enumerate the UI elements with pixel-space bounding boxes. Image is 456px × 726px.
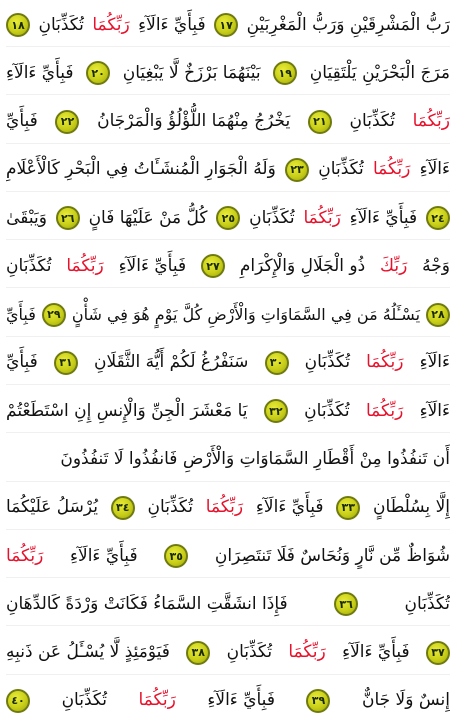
ayah-number-marker: ٢٧: [201, 254, 225, 278]
highlighted-word: رَبِّكُمَا: [6, 545, 44, 566]
verse-text: فَبِأَيِّ: [6, 111, 38, 132]
verse-text: فَبِأَيِّ: [6, 352, 38, 373]
verse-text: إِنسٌ وَلَا جَانٌّ: [361, 690, 450, 711]
highlighted-word: رَبِّكُمَا: [373, 159, 411, 180]
highlighted-word: رَبِّكُمَا: [366, 352, 404, 373]
highlighted-word: رَبِّكُمَا: [412, 111, 450, 132]
verse-text: وَلَهُ الْجَوَارِ الْمُنشَـَٔاتُ فِي الْبَحْرِ كَالْأَعْلَامِ: [6, 159, 276, 180]
verse-text: وَجْهُ: [422, 255, 450, 276]
verse-text: تُكَذِّبَانِ: [38, 14, 84, 35]
verse-text: يَسْـَٔلُهُ مَن فِي السَّمَاوَاتِ وَالْأَرْضِ كُلَّ يَوْمٍ هُوَ فِي شَأْنٍ: [71, 304, 421, 324]
verse-lines: [6, 4, 450, 722]
highlighted-word: رَبِّكَ: [380, 255, 408, 276]
verse-text: يَخْرُجُ مِنْهُمَا اللُّؤْلُؤُ وَالْمَرْجَانُ: [97, 111, 291, 132]
ayah-number-marker: ٣٩: [306, 689, 330, 713]
verse-text: ءَالَآءِ: [419, 352, 450, 373]
verse-text: ءَالَآءِ: [419, 159, 450, 180]
highlighted-word: رَبِّكُمَا: [66, 255, 104, 276]
verse-text: ذُو الْجَلَالِ وَالْإِكْرَامِ: [239, 255, 366, 276]
verse-text: تُكَذِّبَانِ: [61, 690, 108, 711]
verse-text: تُكَذِّبَانِ: [404, 593, 450, 614]
verse-text: تُكَذِّبَانِ: [318, 159, 364, 180]
verse-line: [6, 535, 450, 578]
ayah-number-marker: ١٧: [214, 13, 238, 37]
verse-line: [6, 487, 450, 530]
ayah-number-marker: ٤٠: [6, 689, 30, 713]
verse-text: تُكَذِّبَانِ: [6, 255, 52, 276]
verse-line: [6, 583, 450, 626]
ayah-number-marker: ٣٣: [336, 496, 360, 520]
ayah-number-marker: ٢٩: [42, 303, 66, 327]
ayah-number-marker: ٢٠: [86, 61, 110, 85]
verse-text: أَن تَنفُذُوا مِنْ أَقْطَارِ السَّمَاوَاتِ وَالْأَرْضِ فَانفُذُوا لَا تَنفُذُونَ: [60, 449, 450, 470]
verse-text: فَبِأَيِّ ءَالَآءِ: [118, 255, 187, 276]
highlighted-word: رَبِّكُمَا: [288, 642, 326, 663]
ayah-number-marker: ١٨: [6, 13, 30, 37]
verse-text: يَا مَعْشَرَ الْجِنِّ وَالْإِنسِ إِنِ اسْتَطَعْتُمْ: [6, 400, 248, 421]
ayah-number-marker: ٣١: [54, 351, 78, 375]
ayah-number-marker: ٣٨: [186, 641, 210, 665]
verse-text: تُكَذِّبَانِ: [349, 111, 395, 132]
ayah-number-marker: ٢٤: [426, 206, 450, 230]
verse-text: تُكَذِّبَانِ: [249, 207, 295, 228]
verse-text: فَبِأَيِّ ءَالَآءِ: [6, 62, 74, 83]
verse-text: بَيْنَهُمَا بَرْزَخٌ لَّا يَبْغِيَانِ: [122, 62, 261, 83]
verse-text: ءَالَآءِ: [419, 400, 450, 421]
verse-line: [6, 197, 450, 240]
verse-line: [6, 149, 450, 192]
ayah-number-marker: ٢١: [308, 110, 332, 134]
verse-text: إِلَّا بِسُلْطَانٍ: [373, 497, 450, 518]
verse-text: وَيَبْقَىٰ: [6, 207, 47, 228]
verse-text: فَبِأَيِّ ءَالَآءِ: [342, 642, 410, 663]
verse-line: [6, 632, 450, 675]
ayah-number-marker: ٣٢: [264, 399, 288, 423]
highlighted-word: رَبِّكُمَا: [303, 207, 341, 228]
verse-text: فَبِأَيِّ ءَالَآءِ: [138, 14, 206, 35]
verse-text: تُكَذِّبَانِ: [226, 642, 273, 663]
verse-text: كُلُّ مَنْ عَلَيْهَا فَانٍ: [88, 207, 208, 228]
highlighted-word: رَبِّكُمَا: [205, 497, 244, 518]
ayah-number-marker: ٣٦: [334, 592, 358, 616]
verse-line: [6, 342, 450, 385]
verse-text: فَبِأَيِّ ءَالَآءِ: [255, 497, 324, 518]
verse-text: فَإِذَا انشَقَّتِ السَّمَاءُ فَكَانَتْ وَرْدَةً كَالدِّهَانِ: [6, 593, 288, 614]
verse-line: [6, 294, 450, 337]
verse-line: [6, 680, 450, 722]
verse-line: [6, 4, 450, 47]
highlighted-word: رَبِّكُمَا: [92, 14, 130, 35]
verse-text: فَبِأَيِّ: [6, 304, 36, 324]
ayah-number-marker: ٢٣: [285, 158, 309, 182]
verse-line: [6, 439, 450, 482]
ayah-number-marker: ٢٨: [426, 303, 450, 327]
verse-text: رَبُّ الْمَشْرِقَيْنِ وَرَبُّ الْمَغْرِبَيْنِ: [246, 14, 450, 35]
highlighted-word: رَبِّكُمَا: [138, 690, 176, 711]
verse-text: يُرْسَلُ عَلَيْكُمَا: [6, 497, 98, 518]
ayah-number-marker: ٣٧: [426, 641, 450, 665]
highlighted-word: رَبِّكُمَا: [365, 400, 404, 421]
verse-text: سَنَفْرُغُ لَكُمْ أَيُّهَ الثَّقَلَانِ: [94, 352, 249, 373]
verse-line: [6, 101, 450, 144]
verse-text: فَيَوْمَئِذٍ لَّا يُسْـَٔلُ عَن ذَنبِهِ: [6, 642, 170, 663]
verse-line: [6, 390, 450, 433]
ayah-number-marker: ٣٠: [265, 351, 289, 375]
ayah-number-marker: ٢٢: [55, 110, 79, 134]
verse-text: فَبِأَيِّ ءَالَآءِ: [349, 207, 418, 228]
verse-line: [6, 52, 450, 95]
ayah-number-marker: ١٩: [273, 61, 297, 85]
verse-line: [6, 245, 450, 288]
ayah-number-marker: ٣٤: [111, 496, 135, 520]
verse-text: فَبِأَيِّ ءَالَآءِ: [70, 545, 138, 566]
verse-text: تُكَذِّبَانِ: [147, 497, 193, 518]
ayah-number-marker: ٢٥: [216, 206, 240, 230]
verse-text: شُوَاظٌ مِّن نَّارٍ وَنُحَاسٌ فَلَا تَنتَصِرَانِ: [214, 545, 450, 566]
ayah-number-marker: ٣٥: [164, 544, 188, 568]
verse-text: تُكَذِّبَانِ: [304, 400, 350, 421]
verse-text: فَبِأَيِّ ءَالَآءِ: [207, 690, 275, 711]
ayah-number-marker: ٢٦: [56, 206, 80, 230]
verse-text: تُكَذِّبَانِ: [304, 352, 351, 373]
verse-text: مَرَجَ الْبَحْرَيْنِ يَلْتَقِيَانِ: [309, 62, 450, 83]
